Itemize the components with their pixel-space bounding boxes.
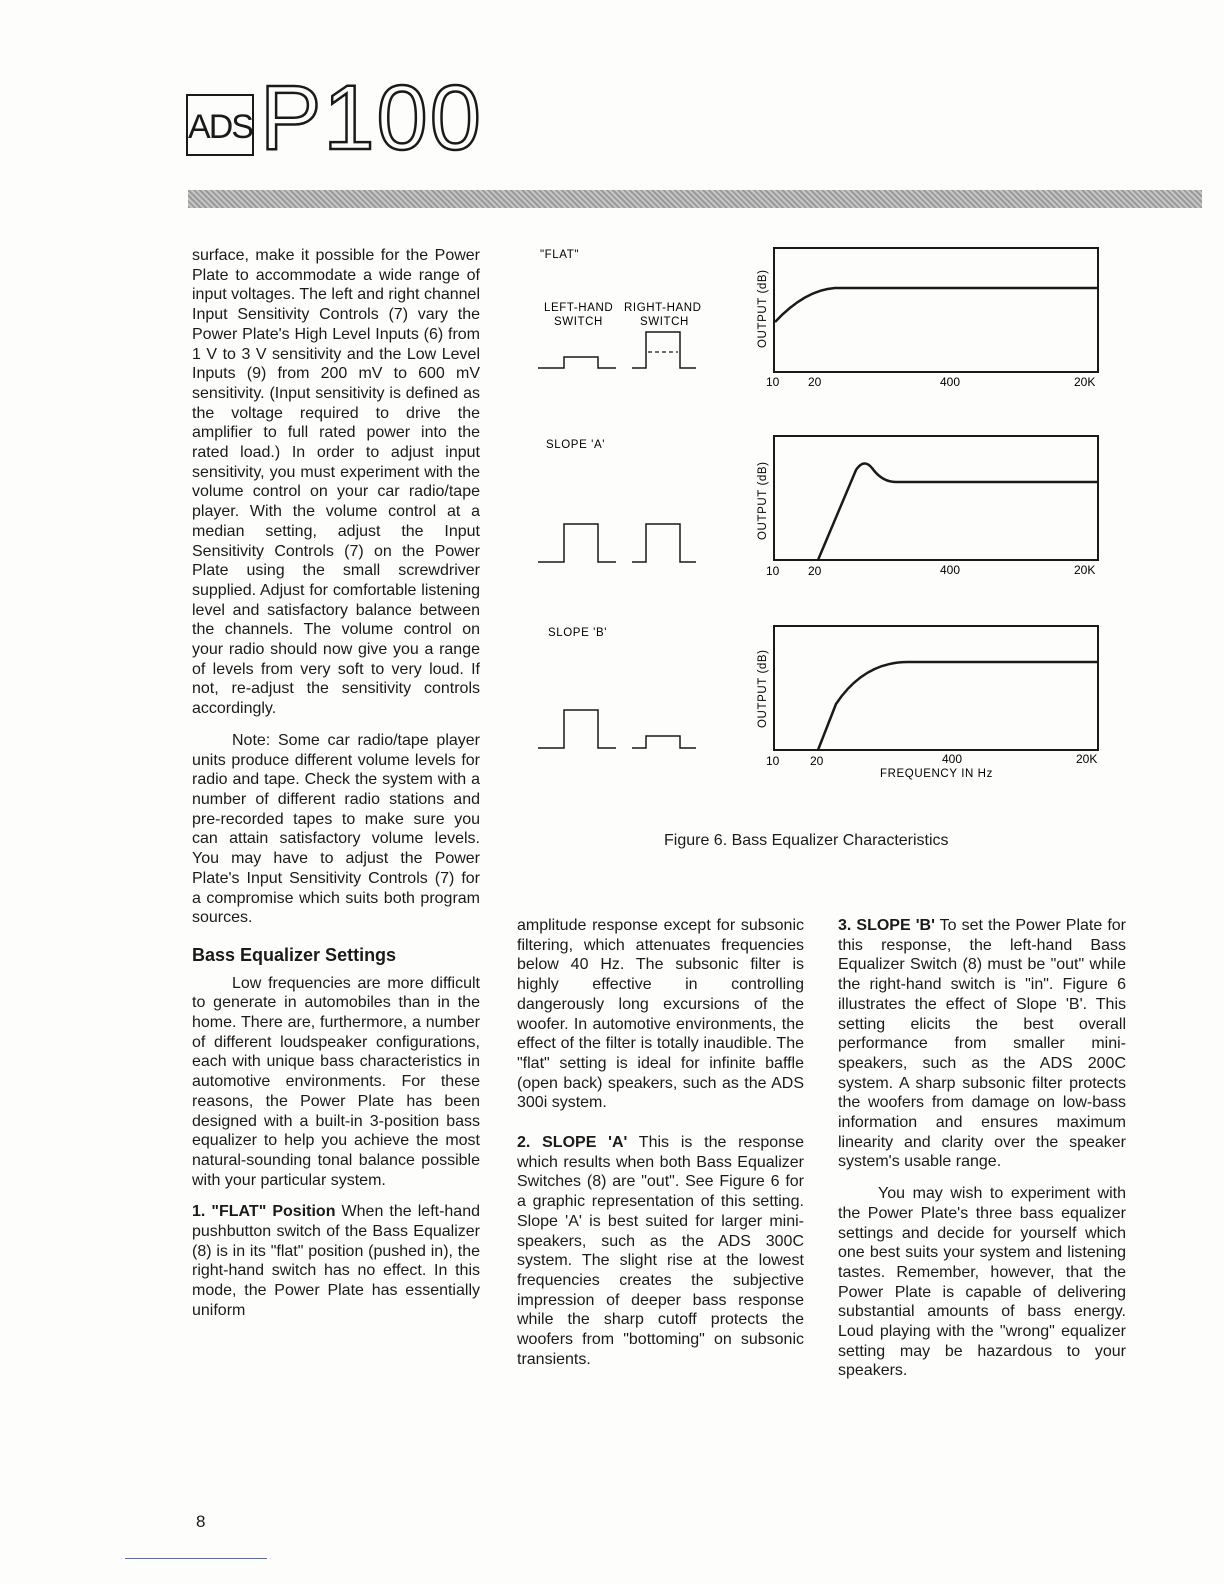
figure-caption: Figure 6. Bass Equalizer Characteristics [664,832,949,849]
paragraph-slope-a [517,1133,804,1369]
left-switch-out [538,524,616,562]
flat-label: 1. "FLAT" Position [192,1203,336,1221]
panel-label-slope-b: SLOPE 'B' [548,627,608,639]
x-tick: 20 [810,754,824,768]
panel-label-slope-a: SLOPE 'A' [546,439,606,451]
flat-text: When the left-hand pushbutton switch of the Bass Equalizer (8) is in its "flat" position (pushed in), the right-hand switch has no effect. In this mode, the Power Plate has essentially uniform [192,1203,481,1319]
x-tick: 20 [808,564,822,578]
footer-rule [125,1558,267,1559]
right-switch-in [632,736,696,748]
slope-a-text: This is the response which results when both Bass Equalizer Switches (8) are "out". See Figure 6 for a graphic representation of this setting. Slope 'A' is best suited for larger mini-speakers, such as the ADS 300C system. The slight rise at the lowest frequencies creates the subjective impression of deeper bass response while the sharp cutoff protects the woofers from "bottoming" on subsonic transients. [517,1134,804,1368]
note-text: Some car radio/tape player units produce different volume levels for radio and tape. Check the system with a number of different radio stations and pre-recorded tapes to make sure you can attain satisfactory volume levels. You may have to adjust the Power Plate's Input Sensitivity Controls (7) for a compromise which suits both program sources. [192,731,480,927]
switches-slope-a [538,524,696,562]
switches-slope-b [538,710,696,748]
page-number: 8 [196,1512,206,1531]
graph-frame-slope-b [774,626,1098,750]
paragraph-flat [192,1202,480,1320]
paragraph-flat-continued: amplitude response except for subsonic filtering, which attenuates frequencies below 40 Hz. The subsonic filter is highly effective in controlling dangerously long excursions of the woofer. In automotive environments, the effect of the filter is totally inaudible. The "flat" setting is ideal for infinite baffle (open back) speakers, such as the ADS 300i system. [517,917,804,1112]
x-tick: 400 [940,563,961,577]
x-tick: 20K [1074,563,1096,577]
note-label: Note: [232,731,271,749]
slope-a-label: 2. SLOPE 'A' [517,1134,628,1152]
y-axis-label-flat: OUTPUT (dB) [757,269,769,348]
text-column-2 [517,916,804,1369]
y-axis-label-slope-b: OUTPUT (dB) [757,649,769,728]
right-switch-out [632,524,696,562]
slope-b-text: To set the Power Plate for this response, the left-hand Bass Equalizer Switch (8) must be "out" while the right-hand switch is "in". Figure 6 illustrates the effect of Slope 'B'. This setting elicits the best overall performance from smaller mini-speakers, such as the ADS 200C system. A sharp subsonic filter protects the woofers from damage on low-bass information and ensures maximum linearity and clarity over the speaker system's usable range. [838,917,1126,1171]
right-switch-label: RIGHT-HAND [624,302,702,314]
paragraph-experiment: You may wish to experiment with the Power Plate's three bass equalizer settings and decide for yourself which one best suits your system and listening tastes. Remember, however, that the Power Plate is capable of delivering substantial amounts of bass energy. Loud playing with the "wrong" equalizer setting may be hazardous to your speakers. [838,1185,1126,1380]
x-tick: 20K [1076,752,1098,766]
brand-logo: ADS [186,94,254,156]
x-tick: 20 [808,375,822,389]
x-axis-label: FREQUENCY IN Hz [880,768,993,780]
switches-flat [538,332,696,368]
left-switch-label: LEFT-HAND [544,302,614,314]
figure-6 [500,230,1120,800]
paragraph-note [192,731,480,928]
header-rule [188,190,1202,208]
left-switch-out [538,710,616,748]
model-logo: P100 [260,67,483,169]
curve-slope-a [818,463,1098,560]
x-tick: 10 [766,564,780,578]
panel-label-flat: "FLAT" [540,249,580,261]
curve-flat [775,288,1098,322]
x-tick: 400 [942,752,963,766]
x-tick: 10 [766,375,780,389]
paragraph-slope-b [838,916,1126,1172]
y-axis-label-slope-a: OUTPUT (dB) [757,461,769,540]
graph-frame-slope-a [774,436,1098,560]
section-heading: Bass Equalizer Settings [192,944,397,965]
x-tick: 20K [1074,375,1096,389]
left-switch-word: SWITCH [554,316,603,328]
text-column-3 [838,916,1126,1381]
text-column-1 [192,246,480,1321]
curve-slope-b [818,662,1098,750]
x-tick: 400 [940,375,961,389]
x-tick: 10 [766,754,780,768]
paragraph-bass: Low frequencies are more difficult to generate in automobiles than in the home. There are, furthermore, a number of different loudspeaker configurations, each with unique bass characteristics in automotive environments. For these reasons, the Power Plate has been designed with a built-in 3-position bass equalizer to help you achieve the most natural-sounding tonal balance possible with your particular system. [192,974,480,1189]
slope-b-label: 3. SLOPE 'B' [838,917,935,934]
right-switch-word: SWITCH [640,316,689,328]
paragraph-sensitivity: surface, make it possible for the Power Plate to accommodate a wide range of input voltages. The left and right channel Input Sensitivity Controls (7) vary the Power Plate's High Level Inputs (6) from 1 V to 3 V sensitivity and the Low Level Inputs (9) from 200 mV to 600 mV sensitivity. (Input sensitivity is defined as the voltage required to drive the amplifier to full rated power into the rated load.) In order to adjust input sensitivity, you must experiment with the volume control on your car radio/tape player. With the volume control at a median setting, adjust the Input Sensitivity Controls (7) on the Power Plate using the small screwdriver supplied. Adjust for comfortable listening level and satisfactory balance between the channels. The volume control on your radio should now give you a range of levels from very soft to very loud. If not, re-adjust the sensitivity controls accordingly. [192,247,480,718]
left-switch-in [538,357,616,368]
graph-frame-flat [774,248,1098,372]
right-switch-out [632,332,696,368]
